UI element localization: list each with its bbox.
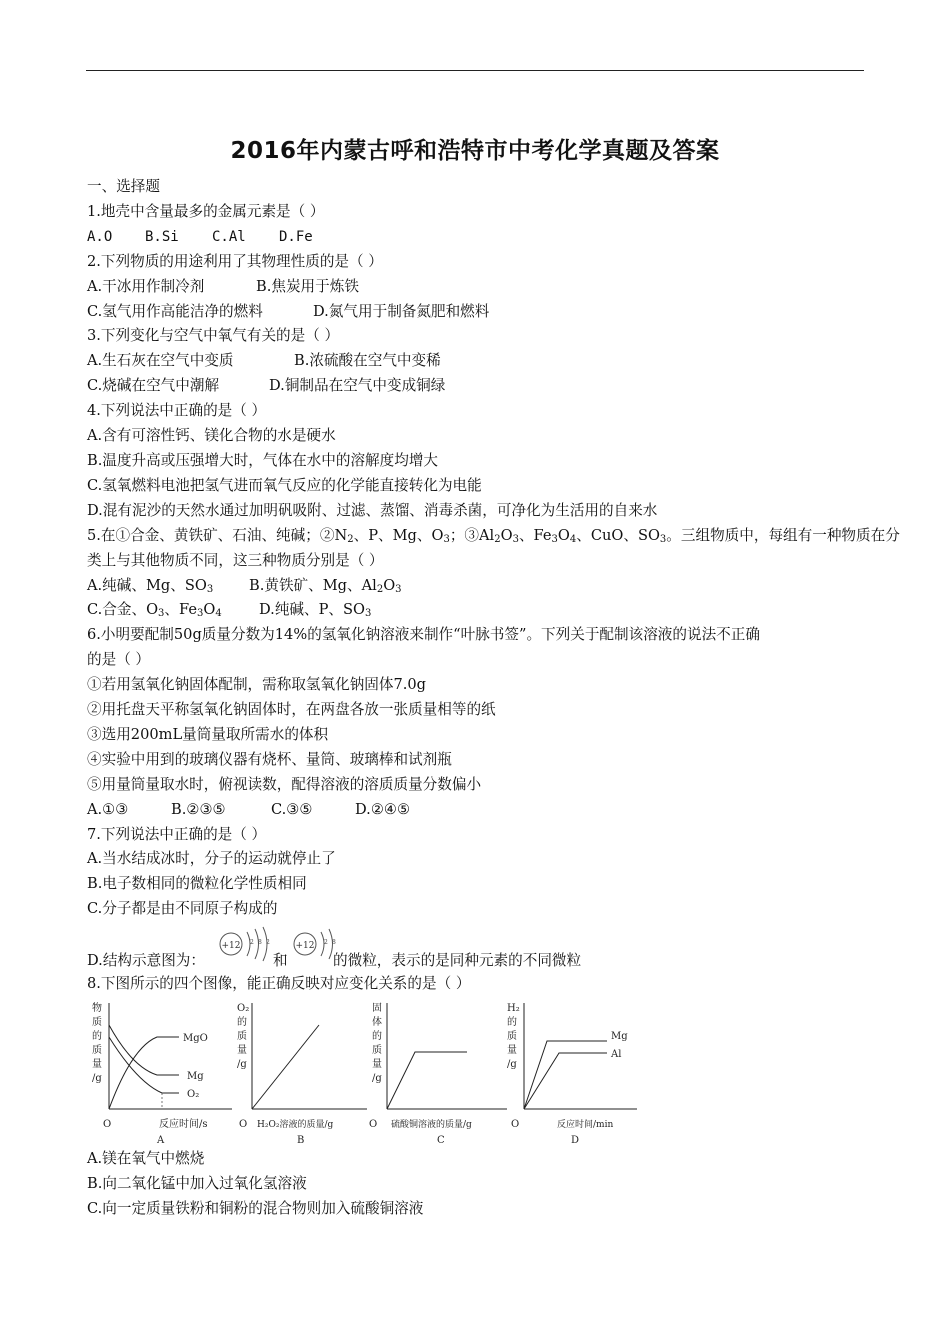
q2-stem: 2.下列物质的用途利用了其物理性质的是（ ） — [87, 252, 383, 270]
q6-statement-5: ⑤用量筒量取水时，俯视读数，配得溶液的溶质质量分数偏小 — [87, 775, 482, 793]
graph-d — [507, 1003, 637, 1146]
svg-text:物: 物 — [92, 1003, 102, 1015]
svg-text:H₂O₂溶液的质量/g: H₂O₂溶液的质量/g — [257, 1120, 334, 1131]
q5-option-b: B.黄铁矿、Mg、$Al_2O_3$ — [249, 576, 402, 595]
q6-statement-4: ④实验中用到的玻璃仪器有烧杯、量筒、玻璃棒和试剂瓶 — [87, 750, 452, 768]
svg-text:Mg: Mg — [187, 1071, 204, 1083]
svg-text:量: 量 — [507, 1045, 517, 1057]
q2-option-c: C.氢气用作高能洁净的燃料 — [87, 302, 263, 320]
q3-stem: 3.下列变化与空气中氧气有关的是（ ） — [87, 327, 340, 345]
q8-option-c: C.向一定质量铁粉和铜粉的混合物则加入硫酸铜溶液 — [87, 1199, 424, 1217]
graph-c — [369, 1002, 507, 1146]
svg-text:8: 8 — [332, 939, 336, 947]
svg-text:量: 量 — [92, 1059, 102, 1071]
svg-text:/g: /g — [507, 1059, 517, 1071]
svg-text:MgO: MgO — [183, 1033, 208, 1045]
q6-option-a: A.①③ — [87, 800, 129, 818]
q7-stem: 7.下列说法中正确的是（ ） — [87, 825, 267, 843]
svg-text:硫酸铜溶液的质量/g: 硫酸铜溶液的质量/g — [391, 1120, 472, 1131]
svg-text:C: C — [437, 1135, 445, 1147]
q3-option-a: A.生石灰在空气中变质 — [87, 352, 234, 370]
q6-statement-2: ②用托盘天平称氢氧化钠固体时，在两盘各放一张质量相等的纸 — [87, 701, 496, 719]
svg-text:的: 的 — [372, 1031, 382, 1043]
q1-option-d: D.Fe — [279, 228, 313, 245]
svg-text:质: 质 — [92, 1045, 102, 1057]
svg-text:量: 量 — [372, 1059, 382, 1071]
q4-option-a: A.含有可溶性钙、镁化合物的水是硬水 — [87, 427, 336, 445]
svg-text:O: O — [103, 1119, 112, 1131]
document-body — [87, 175, 900, 1222]
svg-text:H₂: H₂ — [507, 1003, 520, 1015]
graph-a — [92, 1001, 232, 1146]
q6-stem-line2: 的是（ ） — [87, 651, 151, 669]
q5-stem: 5.在①合金、黄铁矿、石油、纯碱；$②N_2$、P、Mg、$O_3$；$③Al_2O_3$、$Fe_3O_4$、CuO、$SO_3$。三组物质中，每组有一种物质在分 — [87, 526, 900, 545]
q5-options-row1 — [87, 574, 867, 599]
svg-text:O₂: O₂ — [187, 1089, 200, 1101]
svg-text:/g: /g — [372, 1073, 382, 1085]
q3-options-row1 — [87, 349, 867, 374]
q4-stem: 4.下列说法中正确的是（ ） — [87, 402, 267, 420]
atom-diagram-1 — [217, 924, 275, 964]
svg-text:/g: /g — [92, 1073, 102, 1085]
svg-text:质: 质 — [92, 1017, 102, 1029]
q5-stem-line2: 类上与其他物质不同，这三种物质分别是（ ） — [87, 551, 384, 569]
svg-text:反应时间/min: 反应时间/min — [557, 1120, 614, 1131]
graph-b — [237, 1003, 367, 1146]
q5-option-c: C.合金、$O_3$、$Fe_3O_4$ — [87, 601, 222, 620]
q6-option-c: C.③⑤ — [271, 800, 313, 818]
q5-options-row2 — [87, 598, 867, 623]
q4-option-c: C.氢氧燃料电池把氢气进而氧气反应的化学能直接转化为电能 — [87, 476, 482, 494]
q6-option-d: D.②④⑤ — [355, 800, 411, 818]
q8-graph-panel — [87, 997, 647, 1147]
svg-text:+12: +12 — [221, 941, 241, 952]
q3-option-c: C.烧碱在空气中潮解 — [87, 377, 220, 395]
q8-option-b: B.向二氧化锰中加入过氧化氢溶液 — [87, 1175, 307, 1192]
q7-option-d-prefix: D.结构示意图为： — [87, 952, 205, 970]
svg-text:的: 的 — [507, 1017, 517, 1029]
q4-option-d: D.混有泥沙的天然水通过加明矾吸附、过滤、蒸馏、消毒杀菌，可净化为生活用的自来水 — [87, 501, 658, 519]
q2-option-b: B.焦炭用于炼铁 — [256, 277, 359, 295]
q6-statement-1: ①若用氢氧化钠固体配制，需称取氢氧化钠固体7.0g — [87, 676, 427, 694]
q7-option-a: A.当水结成冰时，分子的运动就停止了 — [87, 850, 336, 868]
svg-text:O: O — [369, 1119, 378, 1131]
q3-options-row2 — [87, 374, 867, 399]
svg-text:2: 2 — [266, 939, 270, 947]
svg-text:O: O — [239, 1119, 248, 1131]
q5-option-a: A.纯碱、Mg、$SO_3$ — [87, 576, 214, 595]
q8-stem: 8.下图所示的四个图像，能正确反映对应变化关系的是（ ） — [87, 975, 471, 993]
q5-option-d: D.纯碱、P、$SO_3$ — [259, 601, 372, 620]
svg-text:+12: +12 — [295, 941, 315, 952]
q7-option-d-suffix: 的微粒，表示的是同种元素的不同微粒 — [333, 952, 582, 970]
svg-text:Al: Al — [611, 1049, 622, 1061]
svg-text:体: 体 — [372, 1017, 382, 1029]
q6-statement-3: ③选用200mL量筒量取所需水的体积 — [87, 725, 329, 743]
q2-option-a: A.干冰用作制冷剂 — [87, 277, 205, 295]
q7-option-d — [87, 922, 867, 972]
svg-text:A: A — [157, 1135, 165, 1147]
header-rule — [86, 70, 864, 71]
svg-text:D: D — [571, 1135, 580, 1147]
q6-options — [87, 798, 867, 823]
page-title: 2016年内蒙古呼和浩特市中考化学真题及答案 — [230, 138, 720, 164]
q3-option-b: B.浓硫酸在空气中变稀 — [294, 352, 441, 370]
svg-text:质: 质 — [507, 1031, 517, 1043]
svg-text:/g: /g — [237, 1059, 247, 1071]
q7-option-d-and: 和 — [273, 952, 288, 970]
svg-text:Mg: Mg — [611, 1031, 628, 1043]
q2-options-row2 — [87, 300, 867, 325]
svg-text:O₂: O₂ — [237, 1003, 250, 1015]
q8-graphs — [87, 997, 867, 1147]
svg-text:反应时间/s: 反应时间/s — [159, 1119, 208, 1131]
svg-text:固: 固 — [372, 1003, 382, 1015]
svg-text:2: 2 — [324, 939, 328, 947]
q7-option-b: B.电子数相同的微粒化学性质相同 — [87, 875, 307, 893]
q6-stem: 6.小明要配制50g质量分数为14%的氢氧化钠溶液来制作“叶脉书签”。下列关于配制该溶液的说法不正确 — [87, 626, 760, 644]
svg-text:2: 2 — [250, 939, 254, 947]
q1-option-a: A.O — [87, 228, 113, 245]
atom-diagram-2 — [291, 924, 339, 964]
q1-options — [87, 225, 867, 250]
q1-option-c: C.Al — [212, 228, 246, 245]
q8-option-a: A.镁在氧气中燃烧 — [87, 1150, 205, 1168]
q1-stem: 1.地壳中含量最多的金属元素是（ ） — [87, 202, 325, 220]
svg-text:的: 的 — [237, 1017, 247, 1029]
svg-text:8: 8 — [258, 939, 262, 947]
section-heading: 一、选择题 — [87, 178, 160, 195]
q2-options-row1 — [87, 275, 867, 300]
q4-option-b: B.温度升高或压强增大时，气体在水中的溶解度均增大 — [87, 451, 439, 469]
q1-option-b: B.Si — [145, 228, 179, 245]
svg-text:B: B — [297, 1135, 305, 1147]
svg-text:量: 量 — [237, 1045, 247, 1057]
q2-option-d: D.氮气用于制备氮肥和燃料 — [313, 302, 490, 320]
q6-option-b: B.②③⑤ — [171, 800, 226, 818]
svg-text:质: 质 — [372, 1045, 382, 1057]
svg-text:的: 的 — [92, 1031, 102, 1043]
q3-option-d: D.铜制品在空气中变成铜绿 — [269, 377, 446, 395]
q7-option-c: C.分子都是由不同原子构成的 — [87, 900, 278, 918]
svg-text:质: 质 — [237, 1031, 247, 1043]
svg-text:O: O — [511, 1119, 520, 1131]
